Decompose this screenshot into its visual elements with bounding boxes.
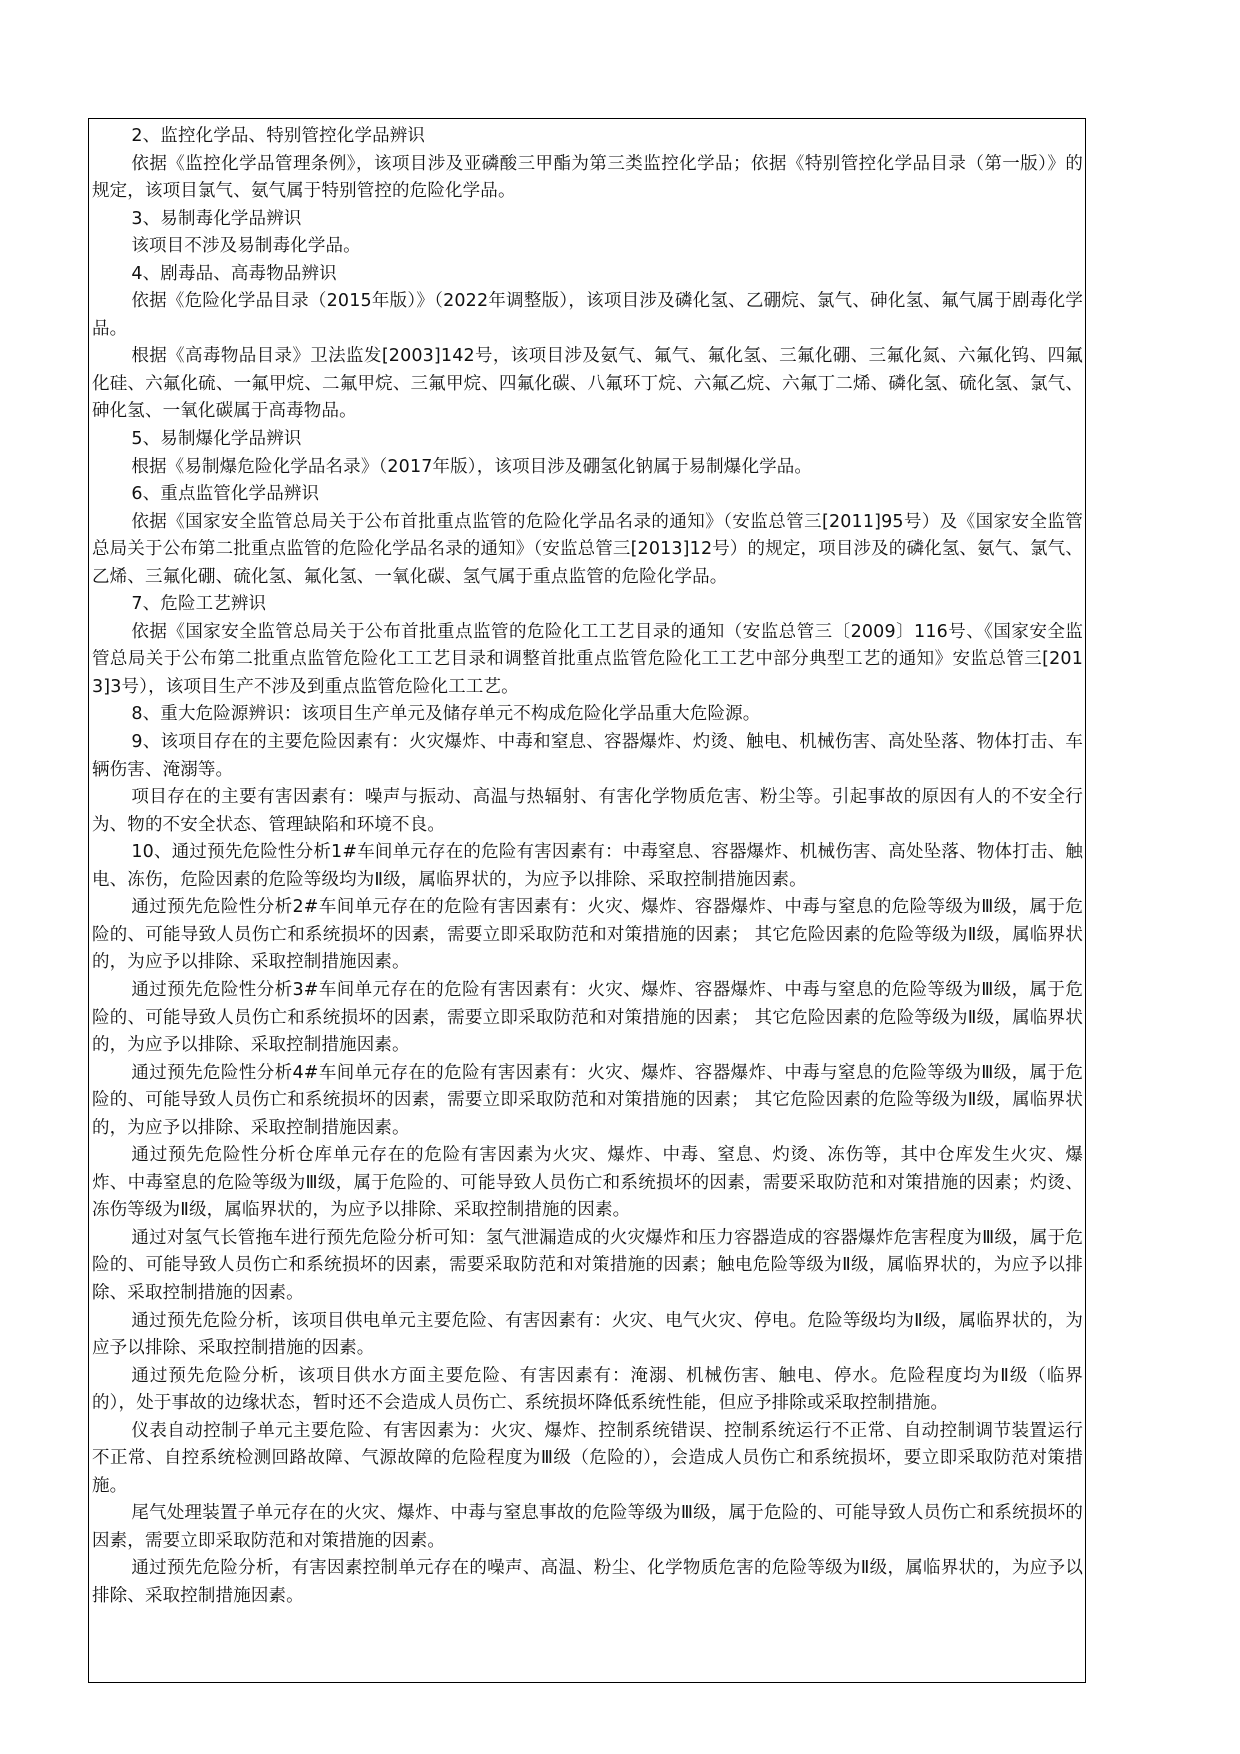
- document-body: [89, 119, 1085, 1611]
- paragraph: 9、该项目存在的主要危险因素有：火灾爆炸、中毒和窒息、容器爆炸、灼烫、触电、机械伤害、高处坠落、物体打击、车辆伤害、淹溺等。: [92, 732, 1083, 780]
- paragraph: 依据《国家安全监管总局关于公布首批重点监管的危险化工工艺目录的通知（安监总管三〔2009〕116号、《国家安全监管总局关于公布第二批重点监管危险化工工艺目录和调整首批重点监管危险化工工艺中部分典型工艺的通知》安监总管三[2013]3号），该项目生产不涉及到重点监管危险化工工艺。: [92, 621, 1083, 697]
- heading-key-supervised-chemicals: 6、重点监管化学品辨识: [131, 484, 320, 505]
- paragraph: 项目存在的主要有害因素有：噪声与振动、高温与热辐射、有害化学物质危害、粉尘等。引起事故的原因有人的不安全行为、物的不安全状态、管理缺陷和环境不良。: [92, 787, 1083, 835]
- heading-precursor-chemicals: 3、易制毒化学品辨识: [131, 208, 302, 229]
- document-frame: [88, 118, 1086, 1683]
- paragraph: 尾气处理装置子单元存在的火灾、爆炸、中毒与窒息事故的危险等级为Ⅲ级，属于危险的、可能导致人员伤亡和系统损坏的因素，需要立即采取防范和对策措施的因素。: [92, 1503, 1083, 1551]
- paragraph: 通过预先危险性分析4#车间单元存在的危险有害因素有：火灾、爆炸、容器爆炸、中毒与窒息的危险等级为Ⅲ级，属于危险的、可能导致人员伤亡和系统损坏的因素，需要立即采取防范和对策措施的因素； 其它危险因素的危险等级为Ⅱ级，属临界状的，为应予以排除、采取控制措施因素。: [92, 1062, 1083, 1138]
- paragraph: 仪表自动控制子单元主要危险、有害因素为：火灾、爆炸、控制系统错误、控制系统运行不正常、自动控制调节装置运行不正常、自控系统检测回路故障、气源故障的危险程度为Ⅲ级（危险的），会造成人员伤亡和系统损坏，要立即采取防范对策措施。: [92, 1420, 1083, 1496]
- paragraph: 通过预先危险性分析2#车间单元存在的危险有害因素有：火灾、爆炸、容器爆炸、中毒与窒息的危险等级为Ⅲ级，属于危险的、可能导致人员伤亡和系统损坏的因素，需要立即采取防范和对策措施的因素； 其它危险因素的危险等级为Ⅱ级，属临界状的，为应予以排除、采取控制措施因素。: [92, 897, 1083, 973]
- paragraph: 通过预先危险分析，有害因素控制单元存在的噪声、高温、粉尘、化学物质危害的危险等级为Ⅱ级，属临界状的，为应予以排除、采取控制措施因素。: [92, 1558, 1083, 1606]
- paragraph: 根据《高毒物品目录》卫法监发[2003]142号，该项目涉及氨气、氟气、氟化氢、三氟化硼、三氟化氮、六氟化钨、四氟化硅、六氟化硫、一氟甲烷、二氟甲烷、三氟甲烷、四氟化碳、八氟环丁烷、六氟乙烷、六氟丁二烯、磷化氢、硫化氢、氯气、砷化氢、一氧化碳属于高毒物品。: [92, 346, 1083, 422]
- paragraph: 通过对氢气长管拖车进行预先危险分析可知：氢气泄漏造成的火灾爆炸和压力容器造成的容器爆炸危害程度为Ⅲ级，属于危险的、可能导致人员伤亡和系统损坏的因素，需要采取防范和对策措施的因素；触电危险等级为Ⅱ级，属临界状的，为应予以排除、采取控制措施的因素。: [92, 1227, 1083, 1303]
- paragraph: 通过预先危险分析，该项目供电单元主要危险、有害因素有：火灾、电气火灾、停电。危险等级均为Ⅱ级，属临界状的，为应予以排除、采取控制措施的因素。: [92, 1310, 1083, 1359]
- heading-hazardous-processes: 7、危险工艺辨识: [131, 594, 267, 615]
- heading-monitored-chemicals: 2、监控化学品、特别管控化学品辨识: [131, 126, 426, 146]
- paragraph: 依据《国家安全监管总局关于公布首批重点监管的危险化学品名录的通知》（安监总管三[2011]95号）及《国家安全监管总局关于公布第二批重点监管的危险化学品名录的通知》（安监总管三[2013]12号）的规定，项目涉及的磷化氢、氨气、氯气、乙烯、三氟化硼、硫化氢、氟化氢、一氧化碳、氢气属于重点监管的危险化学品。: [92, 511, 1083, 587]
- paragraph: 8、重大危险源辨识：该项目生产单元及储存单元不构成危险化学品重大危险源。: [131, 704, 761, 725]
- paragraph: 依据《监控化学品管理条例》，该项目涉及亚磷酸三甲酯为第三类监控化学品；依据《特别管控化学品目录（第一版）》的规定，该项目氯气、氨气属于特别管控的危险化学品。: [92, 153, 1083, 202]
- paragraph: 通过预先危险性分析仓库单元存在的危险有害因素为火灾、爆炸、中毒、窒息、灼烫、冻伤等，其中仓库发生火灾、爆炸、中毒窒息的危险等级为Ⅲ级，属于危险的、可能导致人员伤亡和系统损坏的因素，需要采取防范和对策措施的因素；灼烫、冻伤等级为Ⅱ级，属临界状的，为应予以排除、采取控制措施的因素。: [92, 1145, 1083, 1221]
- heading-explosive-precursors: 5、易制爆化学品辨识: [131, 429, 302, 450]
- paragraph: 该项目不涉及易制毒化学品。: [131, 236, 361, 257]
- paragraph: 依据《危险化学品目录（2015年版）》（2022年调整版），该项目涉及磷化氢、乙硼烷、氯气、砷化氢、氟气属于剧毒化学品。: [92, 291, 1083, 339]
- paragraph: 10、通过预先危险性分析1#车间单元存在的危险有害因素有：中毒窒息、容器爆炸、机械伤害、高处坠落、物体打击、触电、冻伤，危险因素的危险等级均为Ⅱ级，属临界状的，为应予以排除、采取控制措施因素。: [92, 842, 1083, 890]
- heading-toxic-chemicals: 4、剧毒品、高毒物品辨识: [131, 263, 337, 284]
- paragraph: 根据《易制爆危险化学品名录》（2017年版），该项目涉及硼氢化钠属于易制爆化学品。: [131, 456, 813, 477]
- paragraph: 通过预先危险分析，该项目供水方面主要危险、有害因素有：淹溺、机械伤害、触电、停水。危险程度均为Ⅱ级（临界的），处于事故的边缘状态，暂时还不会造成人员伤亡、系统损坏降低系统性能，但应予排除或采取控制措施。: [92, 1365, 1083, 1414]
- paragraph: 通过预先危险性分析3#车间单元存在的危险有害因素有：火灾、爆炸、容器爆炸、中毒与窒息的危险等级为Ⅲ级，属于危险的、可能导致人员伤亡和系统损坏的因素，需要立即采取防范和对策措施的因素； 其它危险因素的危险等级为Ⅱ级，属临界状的，为应予以排除、采取控制措施因素。: [92, 979, 1083, 1056]
